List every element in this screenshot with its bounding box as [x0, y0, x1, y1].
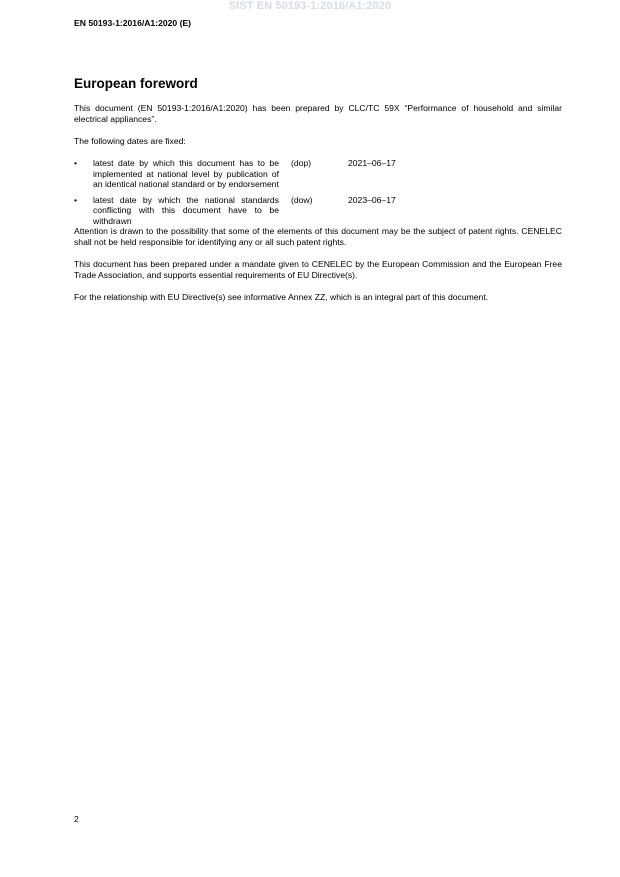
dates-list — [74, 158, 562, 226]
dates-intro-paragraph: The following dates are fixed: — [74, 136, 186, 146]
section-title: European foreword — [74, 76, 198, 91]
date-value: 2021–06–17 — [348, 158, 396, 168]
date-description: latest date by which this document has to be implemented at national level by publication of an identical national standard or by endorsement — [93, 158, 279, 189]
date-abbreviation: (dop) — [291, 158, 312, 168]
attention-paragraph: Attention is drawn to the possibility that some of the elements of this document may be the subject of patent rights. CENELEC shall not be held responsible for identifying any or all such patent rights. — [74, 226, 562, 247]
bullet-icon: • — [74, 158, 78, 168]
date-description: latest date by which the national standards conflicting with this document have to be withdrawn — [93, 194, 279, 226]
foreword-section — [74, 76, 562, 314]
list-item — [74, 195, 562, 227]
document-identifier: EN 50193-1:2016/A1:2020 (E) — [74, 18, 192, 28]
page-number: 2 — [74, 814, 79, 824]
mandate-paragraph: This document has been prepared under a mandate given to CENELEC by the European Commission and the European Free Trade Association, and supports essential requirements of EU Directive(s). — [74, 259, 562, 280]
watermark-text: SIST EN 50193-1:2016/A1:2020 — [228, 0, 392, 12]
date-value: 2023–06–17 — [348, 194, 396, 205]
bullet-icon: • — [74, 194, 78, 205]
list-item — [74, 158, 562, 190]
intro-paragraph: This document (EN 50193-1:2016/A1:2020) has been prepared by CLC/TC 59X “Performance of household and similar electrical appliances”. — [74, 103, 562, 124]
date-abbreviation: (dow) — [291, 194, 313, 205]
relationship-paragraph: For the relationship with EU Directive(s) see informative Annex ZZ, which is an integral part of this document. — [74, 292, 489, 302]
